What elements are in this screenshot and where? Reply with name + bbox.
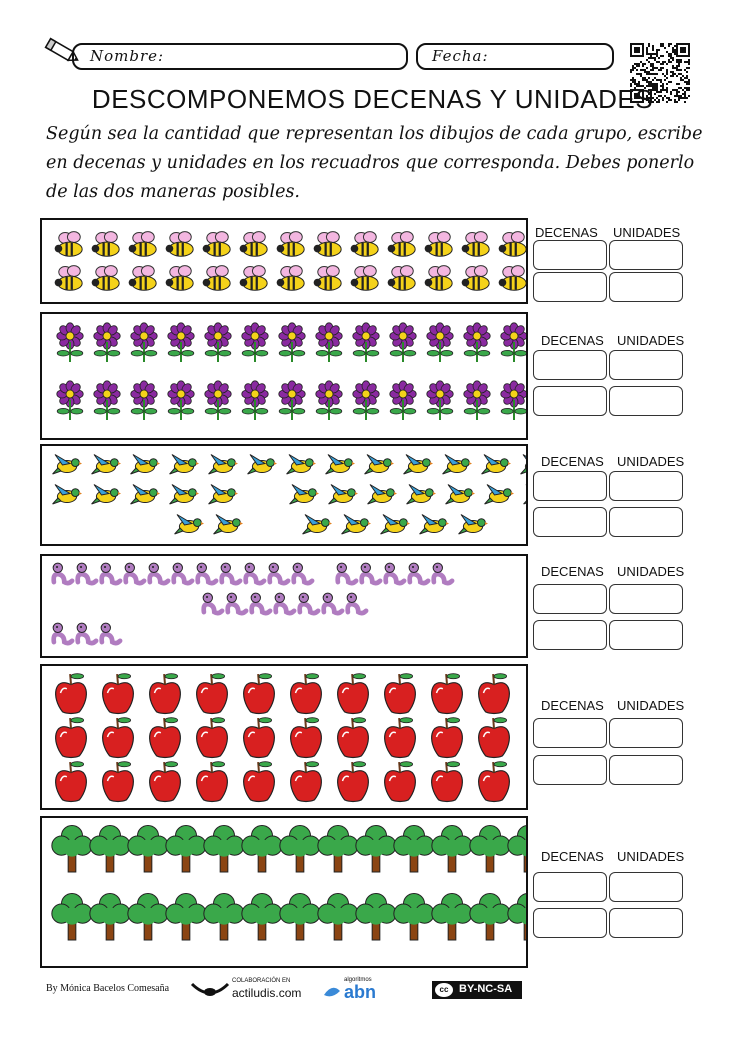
worm-icon	[101, 623, 120, 643]
bird-icon	[326, 455, 355, 475]
tree-icon	[52, 825, 92, 872]
bird-icon	[524, 485, 526, 505]
swirl-icon	[322, 983, 342, 999]
tens-box-1[interactable]	[533, 350, 607, 380]
flower-icon	[464, 381, 490, 420]
apple-icon	[103, 674, 134, 714]
units-box-1[interactable]	[609, 350, 683, 380]
bird-icon	[329, 485, 358, 505]
flower-icon	[353, 323, 379, 362]
tree-icon	[356, 825, 396, 872]
flower-icon	[427, 323, 453, 362]
tree-icon	[280, 893, 320, 940]
tens-box-1[interactable]	[533, 584, 607, 614]
flower-icon	[242, 381, 268, 420]
apple-icon	[291, 718, 322, 758]
apple-icon	[244, 762, 275, 802]
worm-pictures	[42, 556, 526, 656]
bird-icon	[342, 515, 371, 535]
tree-icon	[318, 825, 358, 872]
tree-icon	[470, 825, 510, 872]
tens-header: DECENAS	[541, 849, 604, 864]
apple-icon	[197, 674, 228, 714]
apple-icon	[103, 718, 134, 758]
bee-icon	[129, 266, 157, 291]
tree-icon	[166, 893, 206, 940]
bird-icon	[131, 455, 160, 475]
bee-icon	[425, 266, 453, 291]
tree-icon	[394, 825, 434, 872]
worm-icon	[361, 563, 380, 583]
apple-icon	[56, 674, 87, 714]
tree-icon	[508, 825, 526, 872]
bird-icon	[368, 485, 397, 505]
tens-box-2[interactable]	[533, 507, 607, 537]
worm-icon	[433, 563, 452, 583]
tree-icon	[470, 893, 510, 940]
worm-icon	[227, 593, 246, 613]
bird-icon	[287, 455, 316, 475]
tree-icon	[90, 825, 130, 872]
group-apples	[40, 664, 528, 810]
worm-icon	[323, 593, 342, 613]
worm-icon	[251, 593, 270, 613]
apple-icon	[338, 674, 369, 714]
bee-icon	[499, 266, 526, 291]
apple-icon	[150, 718, 181, 758]
apple-icon	[244, 718, 275, 758]
flower-icon	[279, 381, 305, 420]
tree-icon	[128, 825, 168, 872]
flower-icon	[501, 381, 526, 420]
flower-icon	[427, 381, 453, 420]
tree-icon	[242, 825, 282, 872]
worm-icon	[77, 563, 96, 583]
apple-icon	[291, 674, 322, 714]
worm-icon	[293, 563, 312, 583]
tree-icon	[128, 893, 168, 940]
actiludis-logo	[190, 978, 310, 1002]
flower-icon	[94, 323, 120, 362]
worm-icon	[385, 563, 404, 583]
units-header: UNIDADES	[617, 333, 685, 348]
worm-icon	[245, 563, 264, 583]
units-box-2[interactable]	[609, 272, 683, 302]
tens-box-1[interactable]	[533, 471, 607, 501]
tree-icon	[394, 893, 434, 940]
bird-icon	[170, 455, 199, 475]
bee-icon	[388, 232, 416, 257]
worm-icon	[77, 623, 96, 643]
units-box-2[interactable]	[609, 620, 683, 650]
tree-icon	[280, 825, 320, 872]
flower-icon	[353, 381, 379, 420]
tens-header: DECENAS	[541, 564, 604, 579]
bee-icon	[462, 266, 490, 291]
tree-icon	[90, 893, 130, 940]
apple-icon	[385, 674, 416, 714]
bee-pictures	[42, 220, 526, 302]
bird-icon	[170, 485, 199, 505]
bird-icon	[131, 485, 160, 505]
flower-icon	[242, 323, 268, 362]
units-box-1[interactable]	[609, 584, 683, 614]
worm-icon	[53, 563, 72, 583]
worm-icon	[347, 593, 366, 613]
bee-icon	[314, 266, 342, 291]
tens-box-2[interactable]	[533, 272, 607, 302]
page-title: DESCOMPONEMOS DECENAS Y UNIDADES	[91, 84, 654, 114]
bird-icon	[404, 455, 433, 475]
tree-icon	[432, 825, 472, 872]
apple-icon	[432, 762, 463, 802]
flower-icon	[316, 381, 342, 420]
author-credit: By Mónica Bacelos Comesaña	[46, 983, 170, 994]
apple-icon	[479, 718, 510, 758]
bird-icon	[209, 485, 238, 505]
flower-icon	[279, 323, 305, 362]
apple-icon	[338, 762, 369, 802]
tens-header: DECENAS	[541, 333, 604, 348]
bird-icon	[485, 485, 514, 505]
worm-icon	[101, 563, 120, 583]
apple-icon	[291, 762, 322, 802]
apple-icon	[150, 674, 181, 714]
units-box-1[interactable]	[609, 240, 683, 270]
bird-icon	[303, 515, 332, 535]
bird-icon	[482, 455, 511, 475]
smile-icon	[190, 980, 230, 1000]
tree-icon	[318, 893, 358, 940]
bee-icon	[166, 232, 194, 257]
group-worms	[40, 554, 528, 658]
tree-icon	[508, 893, 526, 940]
units-box-2[interactable]	[609, 386, 683, 416]
worm-icon	[269, 563, 288, 583]
tree-pictures	[42, 818, 526, 966]
bee-icon	[314, 232, 342, 257]
date-label: Fecha:	[432, 47, 489, 65]
units-box-2[interactable]	[609, 507, 683, 537]
worm-icon	[149, 563, 168, 583]
group-trees	[40, 816, 528, 968]
tens-box-2[interactable]	[533, 620, 607, 650]
worm-icon	[337, 563, 356, 583]
tens-header: DECENAS	[535, 225, 598, 240]
tree-icon	[52, 893, 92, 940]
flower-icon	[168, 323, 194, 362]
units-box-1[interactable]	[609, 872, 683, 902]
apple-icon	[432, 674, 463, 714]
worm-icon	[409, 563, 428, 583]
bee-icon	[55, 232, 83, 257]
collab-small: COLABORACIÓN EN	[232, 978, 291, 984]
group-bees	[40, 218, 528, 304]
units-header: UNIDADES	[617, 454, 685, 469]
flower-icon	[205, 381, 231, 420]
bee-icon	[240, 266, 268, 291]
group-flowers	[40, 312, 528, 440]
bird-icon	[365, 455, 394, 475]
bee-icon	[351, 232, 379, 257]
bee-icon	[499, 232, 526, 257]
flower-icon	[57, 323, 83, 362]
bee-icon	[240, 232, 268, 257]
bird-icon	[407, 485, 436, 505]
abn-logo	[322, 977, 406, 1003]
tens-box-2[interactable]	[533, 755, 607, 785]
bee-icon	[166, 266, 194, 291]
bird-icon	[248, 455, 277, 475]
flower-icon	[168, 381, 194, 420]
apple-icon	[385, 718, 416, 758]
bird-icon	[290, 485, 319, 505]
collab-site: actiludis.com	[232, 986, 302, 1000]
bee-icon	[425, 232, 453, 257]
apple-icon	[197, 718, 228, 758]
units-header: UNIDADES	[613, 225, 681, 240]
license-text: BY-NC-SA	[459, 983, 513, 995]
bird-pictures	[42, 446, 526, 544]
bird-icon	[53, 485, 82, 505]
flower-icon	[390, 381, 416, 420]
apple-icon	[479, 762, 510, 802]
flower-icon	[131, 323, 157, 362]
bee-icon	[388, 266, 416, 291]
flower-icon	[131, 381, 157, 420]
tree-icon	[432, 893, 472, 940]
units-box-1[interactable]	[609, 471, 683, 501]
cc-icon: cc	[435, 983, 453, 997]
worm-icon	[203, 593, 222, 613]
apple-icon	[103, 762, 134, 802]
bird-icon	[446, 485, 475, 505]
units-box-2[interactable]	[609, 755, 683, 785]
flower-icon	[464, 323, 490, 362]
units-box-2[interactable]	[609, 908, 683, 938]
bird-icon	[92, 455, 121, 475]
worm-icon	[299, 593, 318, 613]
worm-icon	[53, 623, 72, 643]
bird-icon	[175, 515, 204, 535]
bird-icon	[521, 455, 526, 475]
bee-icon	[277, 232, 305, 257]
apple-icon	[56, 718, 87, 758]
flower-icon	[94, 381, 120, 420]
bee-icon	[55, 266, 83, 291]
tree-icon	[204, 893, 244, 940]
bird-icon	[53, 455, 82, 475]
flower-icon	[205, 323, 231, 362]
tens-header: DECENAS	[541, 454, 604, 469]
instructions: Según sea la cantidad que representan los dibujos de cada grupo, escribe en decenas y unidades en los recuadros que corresponda. Debes ponerlo de las dos maneras posibles.	[46, 124, 703, 202]
flower-icon	[57, 381, 83, 420]
license-badge	[432, 981, 522, 999]
bird-icon	[92, 485, 121, 505]
tens-box-2[interactable]	[533, 908, 607, 938]
tree-icon	[204, 825, 244, 872]
apple-icon	[479, 674, 510, 714]
bee-icon	[351, 266, 379, 291]
abn-text: abn	[344, 982, 377, 1002]
name-label: Nombre:	[90, 47, 165, 65]
apple-icon	[244, 674, 275, 714]
flower-icon	[501, 323, 526, 362]
apple-icon	[338, 718, 369, 758]
tens-box-2[interactable]	[533, 386, 607, 416]
bird-icon	[420, 515, 449, 535]
abn-small: algoritmos	[344, 977, 372, 983]
flower-icon	[390, 323, 416, 362]
apple-icon	[385, 762, 416, 802]
apple-icon	[197, 762, 228, 802]
tens-box-1[interactable]	[533, 240, 607, 270]
apple-icon	[432, 718, 463, 758]
bee-icon	[462, 232, 490, 257]
tens-header: DECENAS	[541, 698, 604, 713]
bird-icon	[381, 515, 410, 535]
worm-icon	[275, 593, 294, 613]
bird-icon	[214, 515, 243, 535]
apple-icon	[56, 762, 87, 802]
units-header: UNIDADES	[617, 564, 685, 579]
worm-icon	[125, 563, 144, 583]
worm-icon	[221, 563, 240, 583]
bird-icon	[443, 455, 472, 475]
bee-icon	[92, 232, 120, 257]
units-box-1[interactable]	[609, 718, 683, 748]
worm-icon	[197, 563, 216, 583]
tree-icon	[242, 893, 282, 940]
apple-pictures	[42, 666, 526, 808]
bird-icon	[209, 455, 238, 475]
tree-icon	[166, 825, 206, 872]
worm-icon	[173, 563, 192, 583]
bee-icon	[92, 266, 120, 291]
units-header: UNIDADES	[617, 849, 685, 864]
bee-icon	[203, 232, 231, 257]
apple-icon	[150, 762, 181, 802]
units-header: UNIDADES	[617, 698, 685, 713]
tens-box-1[interactable]	[533, 718, 607, 748]
flower-pictures	[42, 314, 526, 438]
bee-icon	[129, 232, 157, 257]
tree-icon	[356, 893, 396, 940]
bee-icon	[203, 266, 231, 291]
flower-icon	[316, 323, 342, 362]
group-birds	[40, 444, 528, 546]
tens-box-1[interactable]	[533, 872, 607, 902]
bee-icon	[277, 266, 305, 291]
bird-icon	[459, 515, 488, 535]
